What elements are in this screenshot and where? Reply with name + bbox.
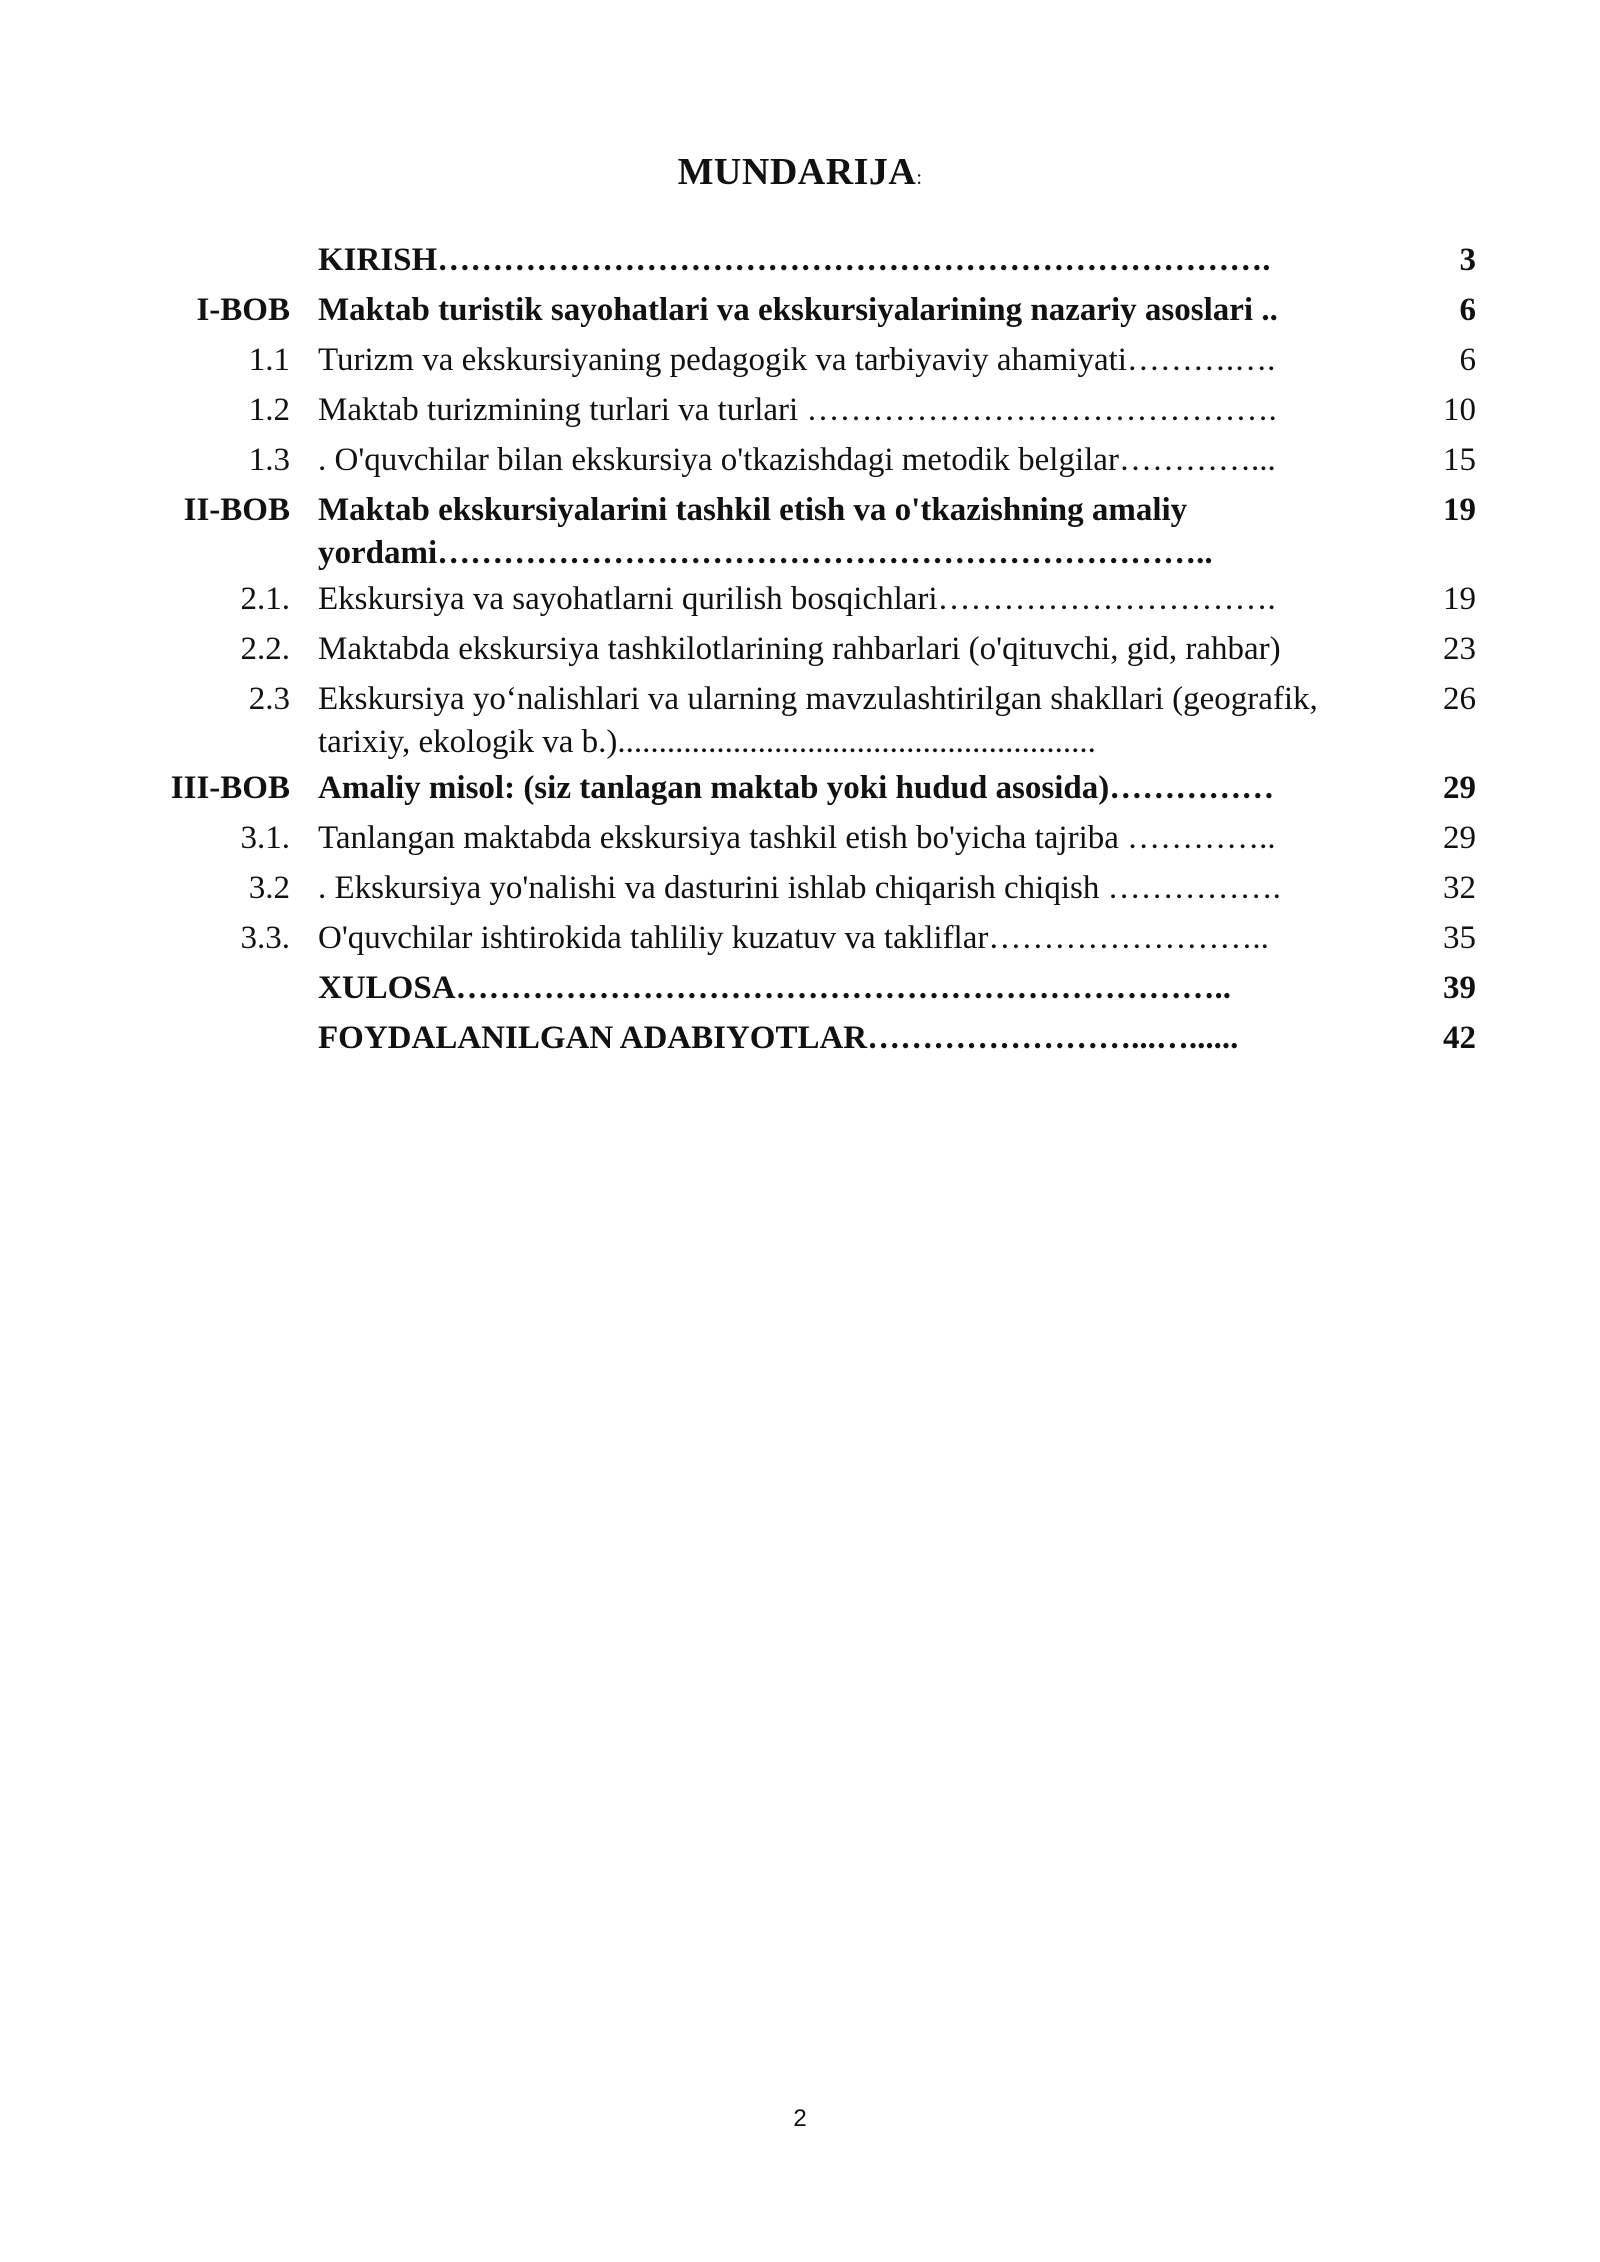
toc-entry-page: 29 [1443, 770, 1476, 806]
toc-entry-title: Maktabda ekskursiya tashkilotlarining rahbarlari (o'qituvchi, gid, rahbar) [318, 631, 1281, 667]
toc-entry-title: KIRISH…………………………………………………………………. [318, 242, 1271, 278]
toc-entry-title: Maktab turizmining turlari va turlari ……………………………………. [318, 392, 1277, 428]
toc-entry-title: FOYDALANILGAN ADABIYOTLAR……………………...…...... [318, 1020, 1239, 1056]
toc-entry-page: 10 [1443, 392, 1476, 428]
toc-entry-title: Ekskursiya yo‘nalishlari va ularning mavzulashtirilgan shakllari (geografik, tarixiy, ekologik va b.).......................................................... [318, 681, 1318, 760]
toc-entry-3-2 [0, 864, 1600, 914]
toc-entry-title: Turizm va ekskursiyaning pedagogik va tarbiyaviy ahamiyati……….…. [318, 342, 1276, 378]
page-title [0, 150, 1600, 194]
toc-entry-title: XULOSA…………………………………………………………….. [318, 970, 1232, 1006]
toc-entry-page: 3 [1459, 242, 1476, 278]
toc-entry-title: O'quvchilar ishtirokida tahliliy kuzatuv va takliflar…………………….. [318, 920, 1269, 956]
toc-entry-page: 15 [1443, 442, 1476, 478]
toc-entry-page: 6 [1459, 342, 1476, 378]
toc-entry-page: 39 [1443, 970, 1476, 1006]
toc-entry-page: 29 [1443, 820, 1476, 856]
toc-entry-page: 32 [1443, 870, 1476, 906]
toc-entry-chapter-2 [0, 486, 1600, 575]
toc-entry-number: 2.3 [248, 681, 290, 717]
toc-entry-references [0, 1014, 1600, 1064]
toc-entry-title: Maktab ekskursiyalarini tashkil etish va o'tkazishning amaliy yordami…………………………………………………………….. [318, 492, 1213, 571]
toc-entry-number: III-BOB [170, 770, 290, 806]
toc-entry-page: 23 [1443, 631, 1476, 667]
toc-entry-number [0, 236, 290, 239]
table-of-contents [0, 236, 1600, 1064]
toc-entry-page: 42 [1443, 1020, 1476, 1056]
toc-entry-chapter-1 [0, 286, 1600, 336]
toc-entry-chapter-3 [0, 764, 1600, 814]
toc-entry-xulosa [0, 964, 1600, 1014]
toc-entry-page: 19 [1443, 581, 1476, 617]
toc-entry-kirish [0, 236, 1600, 286]
toc-entry-page: 6 [1459, 292, 1476, 328]
toc-entry-title: Tanlangan maktabda ekskursiya tashkil etish bo'yicha tajriba ………….. [318, 820, 1276, 856]
footer-page-number: 2 [793, 2105, 807, 2132]
toc-entry-2-2 [0, 625, 1600, 675]
toc-entry-number: 3.3. [240, 920, 290, 956]
toc-entry-number: 3.1. [240, 820, 290, 856]
toc-entry-title: Maktab turistik sayohatlari va ekskursiyalarining nazariy asoslari .. [318, 292, 1278, 328]
toc-entry-number: 2.1. [240, 581, 290, 617]
toc-entry-number: 1.3 [248, 442, 290, 478]
toc-entry-title: . Ekskursiya yo'nalishi va dasturini ishlab chiqarish chiqish ……………. [318, 870, 1281, 906]
toc-entry-number: I-BOB [196, 292, 290, 328]
toc-entry-number: 2.2. [240, 631, 290, 667]
toc-entry-1-1 [0, 336, 1600, 386]
toc-entry-2-1 [0, 575, 1600, 625]
toc-entry-number [0, 1014, 290, 1017]
title-text: MUNDARIJA [677, 151, 917, 193]
title-colon: : [916, 167, 923, 189]
toc-entry-title: Amaliy misol: (siz tanlagan maktab yoki hudud asosida)…………… [318, 770, 1275, 806]
toc-entry-number: II-BOB [183, 492, 290, 528]
toc-entry-number [0, 964, 290, 967]
toc-entry-page: 26 [1443, 681, 1476, 717]
toc-entry-title: . O'quvchilar bilan ekskursiya o'tkazishdagi metodik belgilar…………... [318, 442, 1276, 478]
toc-entry-1-2 [0, 386, 1600, 436]
toc-entry-number: 1.2 [248, 392, 290, 428]
toc-entry-3-1 [0, 814, 1600, 864]
toc-entry-title: Ekskursiya va sayohatlarni qurilish bosqichlari…………………………. [318, 581, 1276, 617]
toc-entry-2-3 [0, 675, 1600, 764]
toc-entry-number: 1.1 [248, 342, 290, 378]
toc-entry-number: 3.2 [248, 870, 290, 906]
toc-entry-1-3 [0, 436, 1600, 486]
toc-entry-page: 35 [1443, 920, 1476, 956]
toc-entry-page: 19 [1443, 492, 1476, 528]
toc-entry-3-3 [0, 914, 1600, 964]
